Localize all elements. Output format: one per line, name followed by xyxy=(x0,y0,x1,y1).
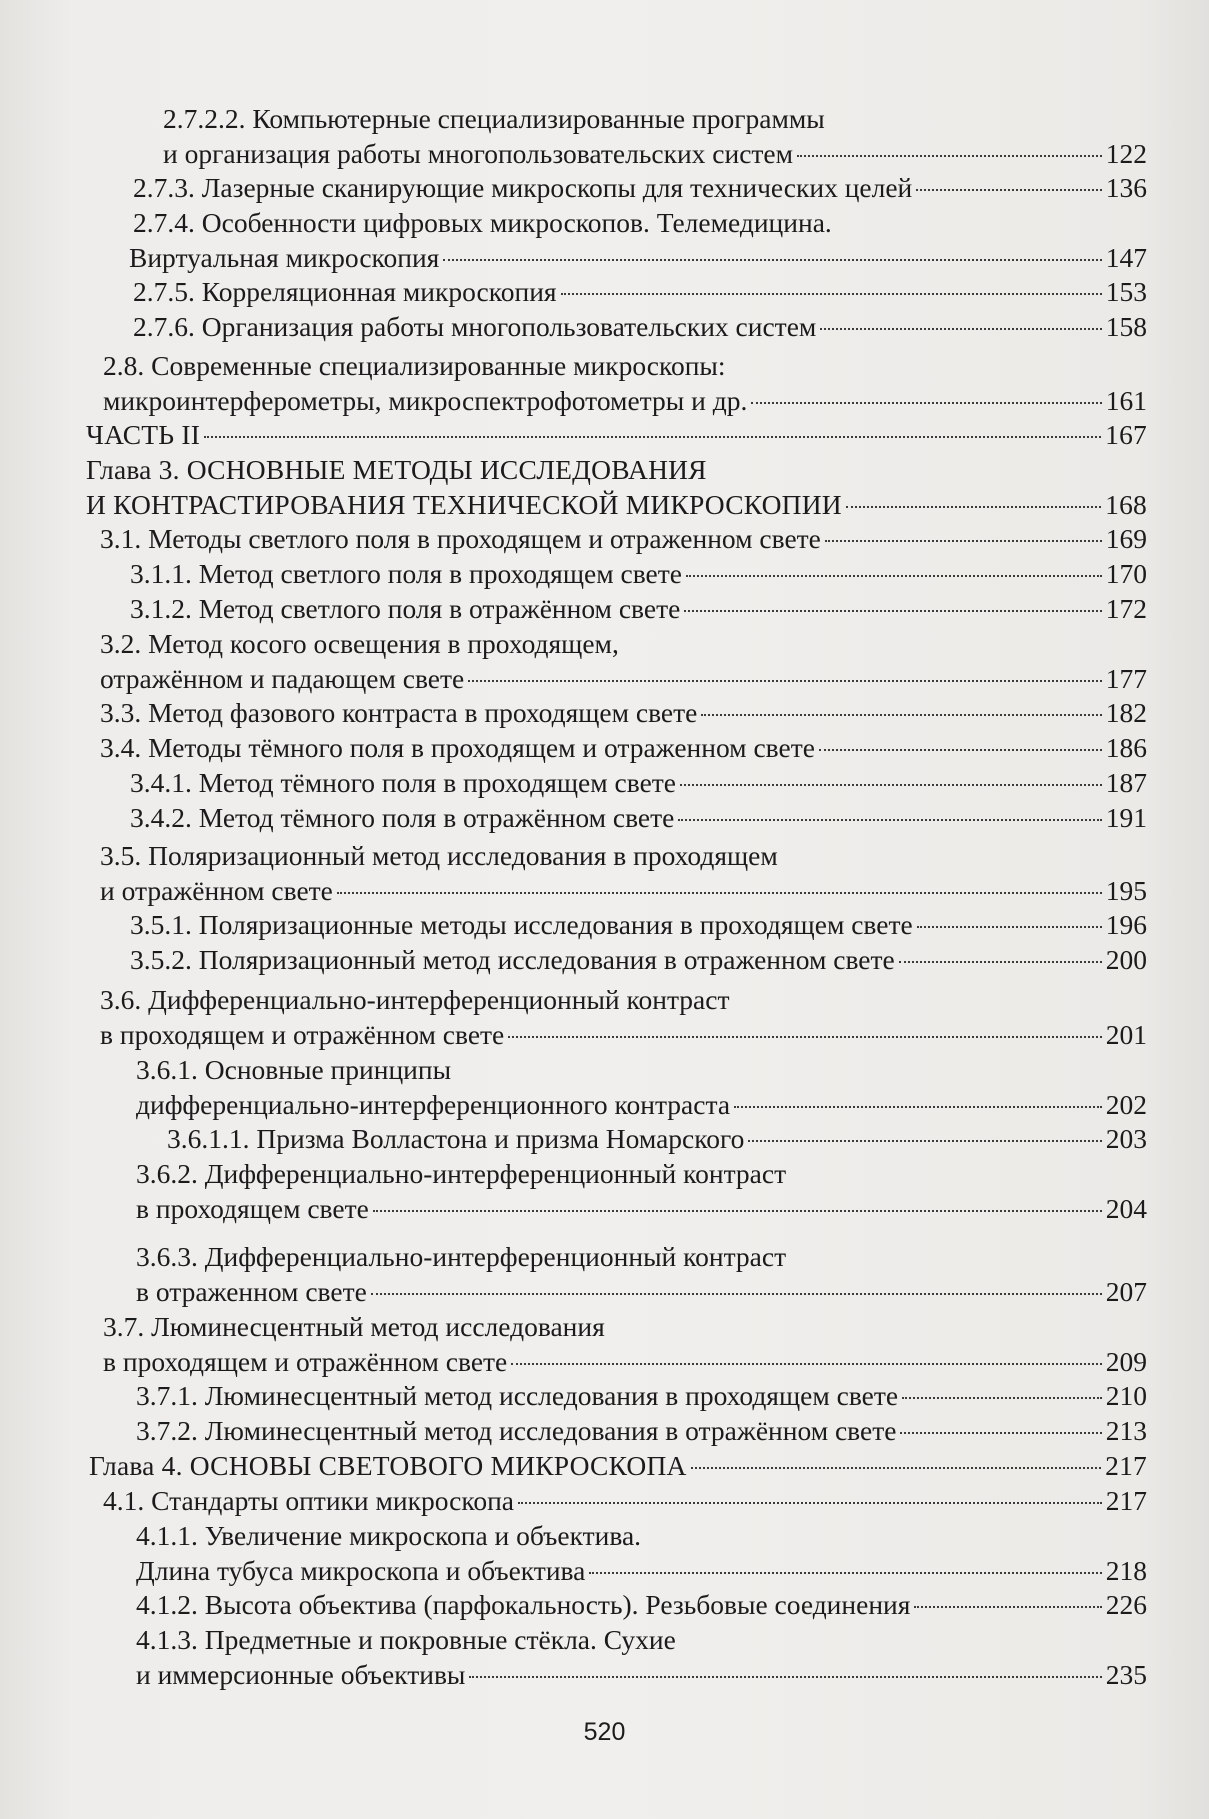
toc-entry-title: 4.1.3. Предметные и покровные стёкла. Сухие xyxy=(136,1624,676,1655)
toc-entry xyxy=(103,1310,1147,1379)
dot-leader xyxy=(204,436,1101,438)
dot-leader xyxy=(371,1293,1102,1295)
toc-entry xyxy=(100,696,1147,731)
toc-page-number: 186 xyxy=(1105,732,1147,763)
toc-entry xyxy=(163,102,1147,171)
dot-leader xyxy=(680,784,1102,786)
dot-leader xyxy=(846,506,1101,508)
toc-entry xyxy=(130,592,1147,627)
toc-entry-title: 4.1. Стандарты оптики микроскопа xyxy=(103,1485,514,1516)
toc-entry-title: 2.7.2.2. Компьютерные специализированные программы xyxy=(163,103,825,134)
toc-entry-title: и иммерсионные объективы xyxy=(136,1658,466,1690)
toc-entry-title: в отраженном свете xyxy=(136,1275,367,1307)
dot-leader xyxy=(751,402,1101,404)
toc-entry-title: Глава 3. ОСНОВНЫЕ МЕТОДЫ ИССЛЕДОВАНИЯ xyxy=(86,454,707,485)
toc-entry-title: 2.8. Современные специализированные микроскопы: xyxy=(103,350,726,381)
toc-page-number: 217 xyxy=(1105,1485,1147,1516)
toc-entry xyxy=(136,1414,1147,1449)
toc-page-number: 169 xyxy=(1105,523,1147,554)
toc-entry-title: в проходящем свете xyxy=(136,1192,369,1224)
toc-entry xyxy=(130,908,1147,943)
toc-entry-title: 4.1.2. Высота объектива (парфокальность). Резьбовые соединения xyxy=(136,1589,911,1620)
dot-leader xyxy=(468,680,1102,682)
toc-entry-title: 3.5.2. Поляризационный метод исследования в отраженном свете xyxy=(130,944,895,975)
toc-page-number: 158 xyxy=(1105,311,1147,342)
dot-leader xyxy=(797,155,1102,157)
toc-page-number: 177 xyxy=(1105,662,1147,694)
toc-entry xyxy=(130,766,1147,801)
toc-entry-title: 3.6.2. Дифференциально-интерференционный контраст xyxy=(136,1158,787,1189)
toc-page-number: 147 xyxy=(1105,241,1147,273)
toc-entry-title: 3.7.2. Люминесцентный метод исследования в отражённом свете xyxy=(136,1415,897,1446)
toc-entry xyxy=(100,839,1147,908)
dot-leader xyxy=(691,1467,1102,1469)
toc-page-number: 226 xyxy=(1105,1589,1147,1620)
dot-leader xyxy=(469,1676,1101,1678)
toc-page-number: 172 xyxy=(1105,593,1147,624)
toc-entry xyxy=(129,206,1147,275)
toc-entry-title: микроинтерферометры, микроспектрофотометры и др. xyxy=(103,384,748,416)
page-number-footer: 520 xyxy=(583,1718,626,1746)
toc-entry-title: 4.1.1. Увеличение микроскопа и объектива. xyxy=(136,1520,642,1551)
toc-page-number: 195 xyxy=(1105,874,1147,906)
toc-entry-title: ЧАСТЬ II xyxy=(86,419,201,450)
toc-entry xyxy=(136,1519,1147,1588)
dot-leader xyxy=(914,1606,1101,1608)
toc-entry-title: 3.1. Методы светлого поля в проходящем и отраженном свете xyxy=(100,523,821,554)
toc-entry-title: 2.7.6. Организация работы многопользовательских систем xyxy=(133,311,817,342)
toc-page-number: 161 xyxy=(1105,384,1147,416)
toc-page-number: 209 xyxy=(1105,1345,1147,1377)
dot-leader xyxy=(899,961,1102,963)
toc-entry-title: в проходящем и отражённом свете xyxy=(103,1345,508,1377)
toc-entry xyxy=(167,1122,1147,1157)
toc-entry-title: и отражённом свете xyxy=(100,874,333,906)
toc-entry-title: 3.6.1.1. Призма Волластона и призма Номарского xyxy=(167,1123,745,1154)
dot-leader xyxy=(518,1502,1102,1504)
toc-entry xyxy=(86,418,1147,453)
toc-page-number: 182 xyxy=(1105,697,1147,728)
dot-leader xyxy=(819,749,1102,751)
toc-entry xyxy=(100,522,1147,557)
toc-entry xyxy=(100,731,1147,766)
toc-page-number: 187 xyxy=(1105,767,1147,798)
toc-entry-title: 3.5. Поляризационный метод исследования в проходящем xyxy=(100,840,778,871)
toc-entry xyxy=(133,275,1147,310)
dot-leader xyxy=(734,1106,1102,1108)
dot-leader xyxy=(701,714,1101,716)
toc-page-number: 203 xyxy=(1105,1123,1147,1154)
toc-entry xyxy=(130,801,1147,836)
toc-page-number: 202 xyxy=(1105,1088,1147,1120)
toc-entry xyxy=(103,1484,1147,1519)
toc-entry xyxy=(136,1157,1147,1226)
dot-leader xyxy=(589,1572,1101,1574)
toc-entry-title: 3.7.1. Люминесцентный метод исследования в проходящем свете xyxy=(136,1380,899,1411)
toc-entry-title: 3.3. Метод фазового контраста в проходящем свете xyxy=(100,697,698,728)
toc-entry-title: 3.1.1. Метод светлого поля в проходящем свете xyxy=(130,558,682,589)
toc-entry-title: 3.6.1. Основные принципы xyxy=(136,1054,452,1085)
dot-leader xyxy=(686,575,1102,577)
toc-page-number: 200 xyxy=(1105,944,1147,975)
toc-entry-title: 3.4.2. Метод тёмного поля в отражённом свете xyxy=(130,802,675,833)
dot-leader xyxy=(916,189,1101,191)
toc-entry-title: в проходящем и отражённом свете xyxy=(100,1018,505,1050)
toc-page-number: 213 xyxy=(1105,1415,1147,1446)
dot-leader xyxy=(902,1397,1102,1399)
toc-entry xyxy=(136,1588,1147,1623)
toc-page-number: 235 xyxy=(1105,1658,1147,1690)
dot-leader xyxy=(373,1210,1102,1212)
toc-page-number: 167 xyxy=(1105,419,1147,450)
dot-leader xyxy=(900,1432,1101,1434)
toc-entry xyxy=(100,983,1147,1052)
toc-page-number: 196 xyxy=(1105,909,1147,940)
dot-leader xyxy=(511,1363,1102,1365)
dot-leader xyxy=(820,328,1101,330)
dot-leader xyxy=(561,293,1102,295)
dot-leader xyxy=(748,1140,1101,1142)
dot-leader xyxy=(443,259,1101,261)
toc-entry-title: 3.7. Люминесцентный метод исследования xyxy=(103,1311,605,1342)
toc-page-number: 210 xyxy=(1105,1380,1147,1411)
toc-entry-title: 2.7.3. Лазерные сканирующие микроскопы для технических целей xyxy=(133,172,913,203)
toc-entry-title: 2.7.5. Корреляционная микроскопия xyxy=(133,276,557,307)
toc-entry xyxy=(130,557,1147,592)
toc-entry xyxy=(133,310,1147,345)
toc-entry xyxy=(136,1053,1147,1122)
toc-page-number: 136 xyxy=(1105,172,1147,203)
toc-page-number: 204 xyxy=(1105,1192,1147,1224)
toc-page-number: 168 xyxy=(1105,488,1147,520)
dot-leader xyxy=(825,540,1102,542)
toc-entry-title: 3.1.2. Метод светлого поля в отражённом свете xyxy=(130,593,681,624)
toc-page-number: 153 xyxy=(1105,276,1147,307)
dot-leader xyxy=(917,926,1102,928)
toc-page-number: 217 xyxy=(1105,1450,1147,1481)
toc-entry-title: Длина тубуса микроскопа и объектива xyxy=(136,1554,586,1586)
toc-page-number: 207 xyxy=(1105,1275,1147,1307)
toc-entry-title: 3.6. Дифференциально-интерференционный контраст xyxy=(100,984,730,1015)
toc-page-number: 122 xyxy=(1105,137,1147,169)
toc-entry xyxy=(89,1449,1147,1484)
toc-entry-title: отражённом и падающем свете xyxy=(100,662,465,694)
toc-entry xyxy=(136,1240,1147,1309)
toc-entry-title: 3.2. Метод косого освещения в проходящем, xyxy=(100,628,619,659)
dot-leader xyxy=(508,1036,1102,1038)
toc-entry xyxy=(130,943,1147,978)
toc-entry-title: 3.4. Методы тёмного поля в проходящем и отраженном свете xyxy=(100,732,815,763)
toc-entry-title: 3.4.1. Метод тёмного поля в проходящем свете xyxy=(130,767,676,798)
toc-page-number: 201 xyxy=(1105,1018,1147,1050)
toc-entry-title: И КОНТРАСТИРОВАНИЯ ТЕХНИЧЕСКОЙ МИКРОСКОПИИ xyxy=(86,488,842,520)
toc-page-number: 218 xyxy=(1105,1554,1147,1586)
dot-leader xyxy=(678,819,1101,821)
toc-entry-title: Глава 4. ОСНОВЫ СВЕТОВОГО МИКРОСКОПА xyxy=(89,1450,687,1481)
dot-leader xyxy=(337,892,1102,894)
toc-entry xyxy=(103,349,1147,418)
toc-entry-title: дифференциально-интерференционного контраста xyxy=(136,1088,731,1120)
toc-entry xyxy=(86,453,1147,522)
toc-entry-title: 2.7.4. Особенности цифровых микроскопов. Телемедицина. xyxy=(133,207,832,238)
toc-page-number: 191 xyxy=(1105,802,1147,833)
dot-leader xyxy=(684,610,1101,612)
toc-entry xyxy=(133,171,1147,206)
toc-entry-title: 3.6.3. Дифференциально-интерференционный контраст xyxy=(136,1241,787,1272)
toc-entry-title: 3.5.1. Поляризационные методы исследования в проходящем свете xyxy=(130,909,913,940)
toc-entry xyxy=(100,627,1147,696)
toc-entry xyxy=(136,1623,1147,1692)
toc-page-number: 170 xyxy=(1105,558,1147,589)
toc-entry xyxy=(136,1379,1147,1414)
toc-entry-title: Виртуальная микроскопия xyxy=(129,241,440,273)
toc-entry-title: и организация работы многопользовательских систем xyxy=(163,137,794,169)
